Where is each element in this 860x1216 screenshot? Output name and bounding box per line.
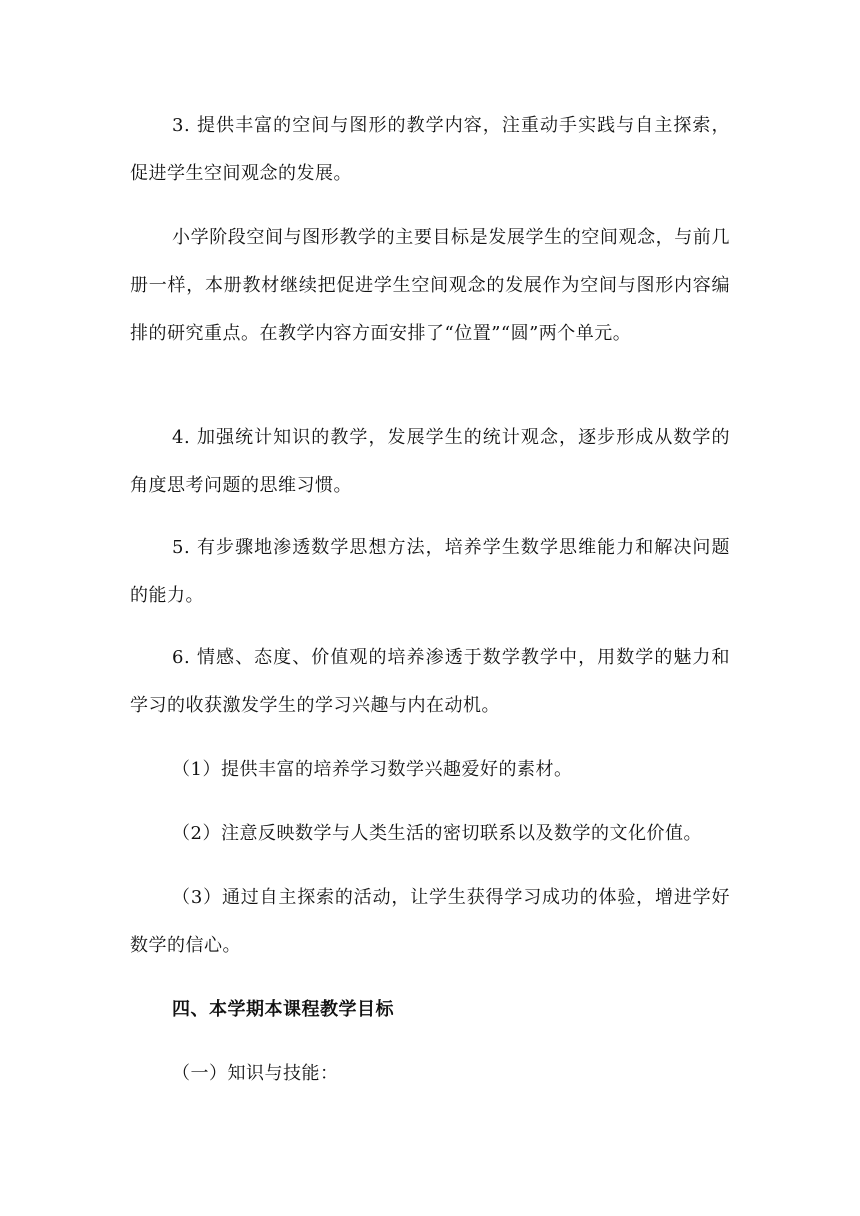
paragraph-subitem-2: （2）注意反映数学与人类生活的密切联系以及数学的文化价值。: [172, 823, 702, 844]
paragraph-item-6: 6. 情感、态度、价值观的培养渗透于数学教学中，用数学的魅力和学习的收获激发学生的学习兴趣与内在动机。: [130, 647, 730, 716]
paragraph-subitem-3: （3）通过自主探索的活动，让学生获得学习成功的体验，增进学好数学的信心。: [130, 887, 730, 956]
section-heading: 四、本学期本课程教学目标: [172, 999, 394, 1020]
paragraph-item-3: 3. 提供丰富的空间与图形的教学内容，注重动手实践与自主探索，促进学生空间观念的发展。: [130, 115, 730, 184]
paragraph-spatial-concepts: 小学阶段空间与图形教学的主要目标是发展学生的空间观念，与前几册一样，本册教材继续把促进学生空间观念的发展作为空间与图形内容编排的研究重点。在教学内容方面安排了“位置”“圆”两个单元。: [130, 227, 730, 344]
paragraph-item-5: 5. 有步骤地渗透数学思想方法，培养学生数学思维能力和解决问题的能力。: [130, 537, 730, 606]
paragraph-subitem-1: （1）提供丰富的培养学习数学兴趣爱好的素材。: [172, 759, 573, 780]
subsection-heading: （一）知识与技能：: [172, 1063, 339, 1084]
paragraph-item-4: 4. 加强统计知识的教学，发展学生的统计观念，逐步形成从数学的角度思考问题的思维习惯。: [130, 427, 730, 496]
